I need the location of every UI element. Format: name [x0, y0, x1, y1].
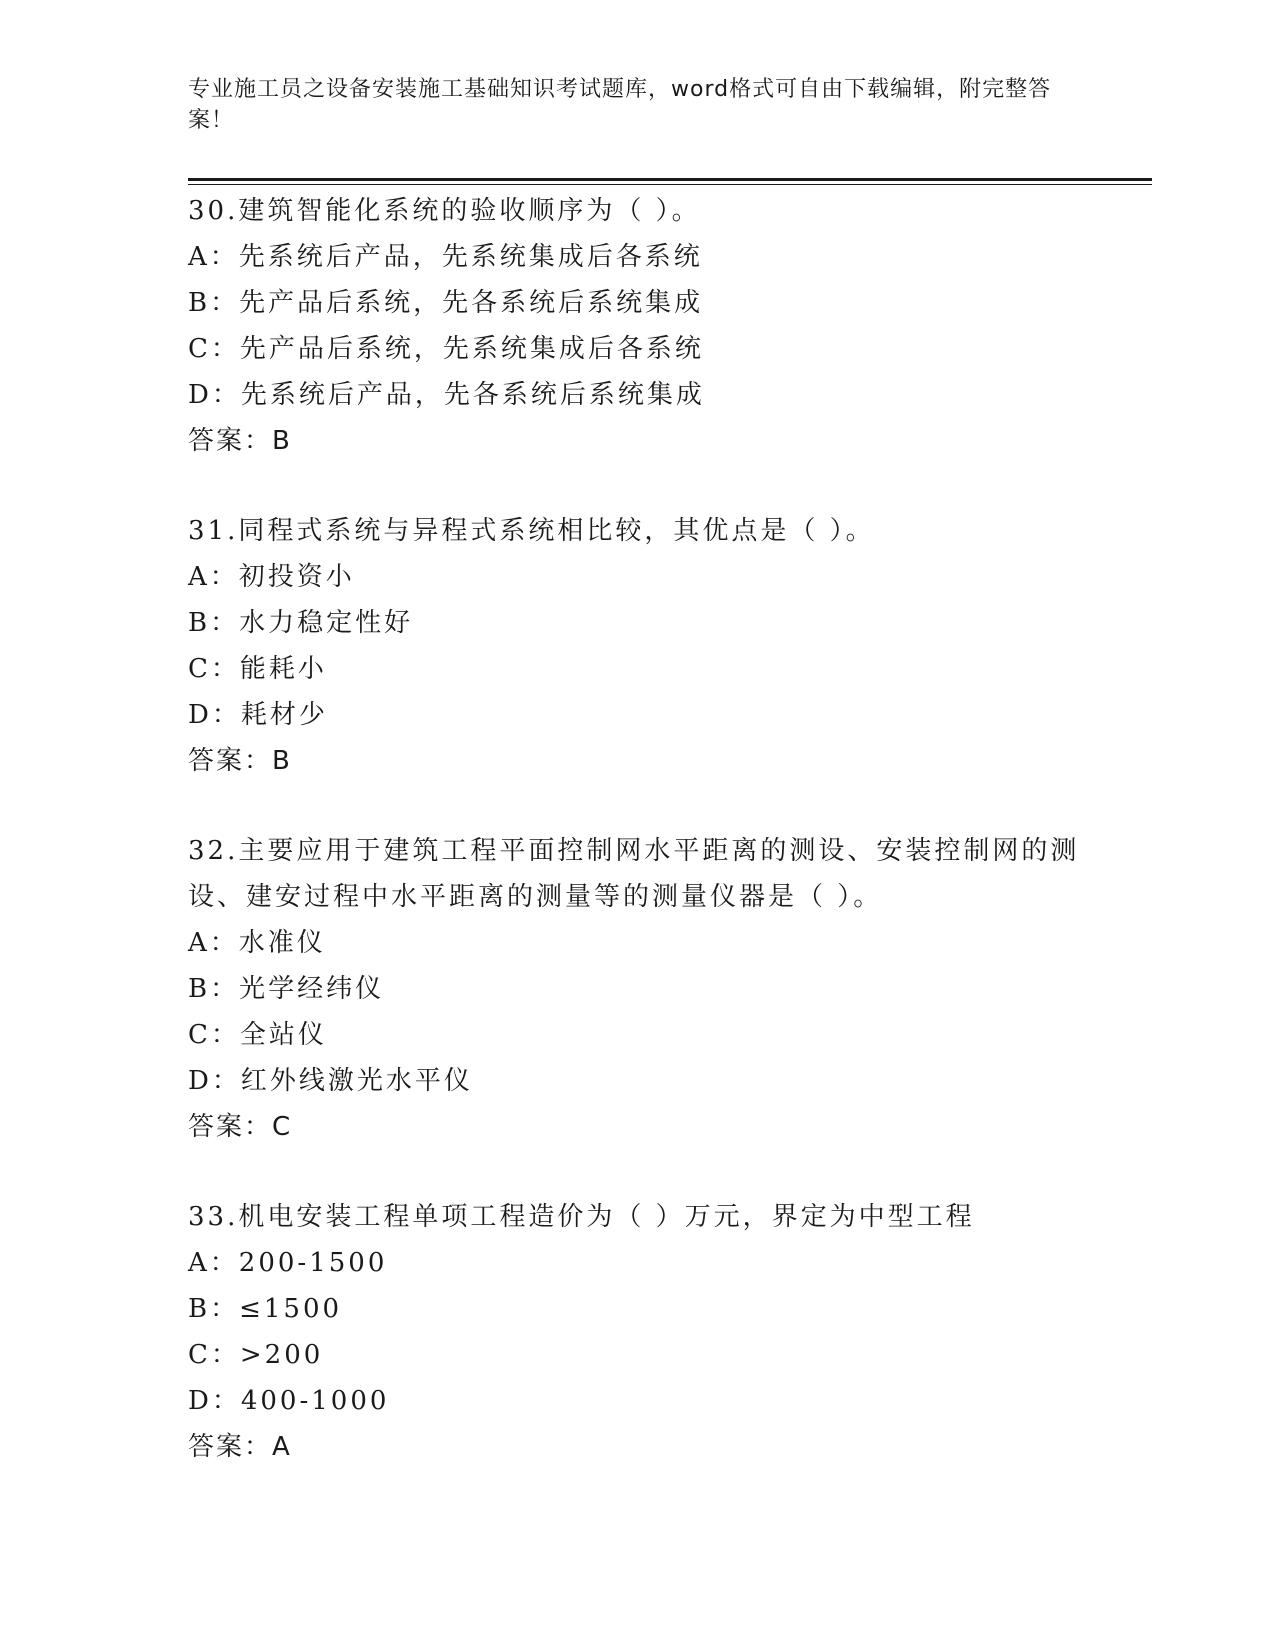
question-33 — [188, 1194, 1088, 1470]
option-d: D：红外线激光水平仪 — [188, 1066, 473, 1096]
header-divider-thick — [188, 178, 1152, 181]
option-c: C：全站仪 — [188, 1020, 327, 1050]
question-30 — [188, 188, 1088, 464]
option-a: A：先系统后产品，先系统集成后各系统 — [188, 242, 703, 272]
answer: 答案：A — [188, 1432, 292, 1462]
question-stem: 31.同程式系统与异程式系统相比较，其优点是（ ）。 — [188, 516, 875, 546]
option-b: B：先产品后系统，先各系统后系统集成 — [188, 288, 704, 318]
option-a: A：水准仪 — [188, 928, 326, 958]
option-d: D：耗材少 — [188, 700, 328, 730]
answer: 答案：B — [188, 746, 292, 776]
header-divider-thin — [188, 184, 1152, 185]
question-stem: 30.建筑智能化系统的验收顺序为（ ）。 — [188, 196, 701, 226]
option-a: A：200-1500 — [188, 1248, 388, 1278]
question-32 — [188, 828, 1088, 1150]
answer: 答案：B — [188, 426, 292, 456]
document-header: 专业施工员之设备安装施工基础知识考试题库，word格式可自由下载编辑，附完整答案！ — [188, 77, 1052, 133]
option-d: D：400-1000 — [188, 1386, 390, 1416]
option-b: B：水力稳定性好 — [188, 608, 414, 638]
option-b: B：≤1500 — [188, 1294, 343, 1324]
option-c: C：能耗小 — [188, 654, 327, 684]
option-c: C：先产品后系统，先系统集成后各系统 — [188, 334, 704, 364]
question-list — [188, 188, 1088, 1514]
option-c: C：>200 — [188, 1340, 324, 1370]
option-d: D：先系统后产品，先各系统后系统集成 — [188, 380, 705, 410]
question-31 — [188, 508, 1088, 784]
option-a: A：初投资小 — [188, 562, 355, 592]
option-b: B：光学经纬仪 — [188, 974, 385, 1004]
question-stem: 32.主要应用于建筑工程平面控制网水平距离的测设、安装控制网的测设、建安过程中水平距离的测量等的测量仪器是（ ）。 — [188, 836, 1080, 912]
answer: 答案：C — [188, 1112, 293, 1142]
question-stem: 33.机电安装工程单项工程造价为（ ）万元，界定为中型工程 — [188, 1202, 975, 1232]
